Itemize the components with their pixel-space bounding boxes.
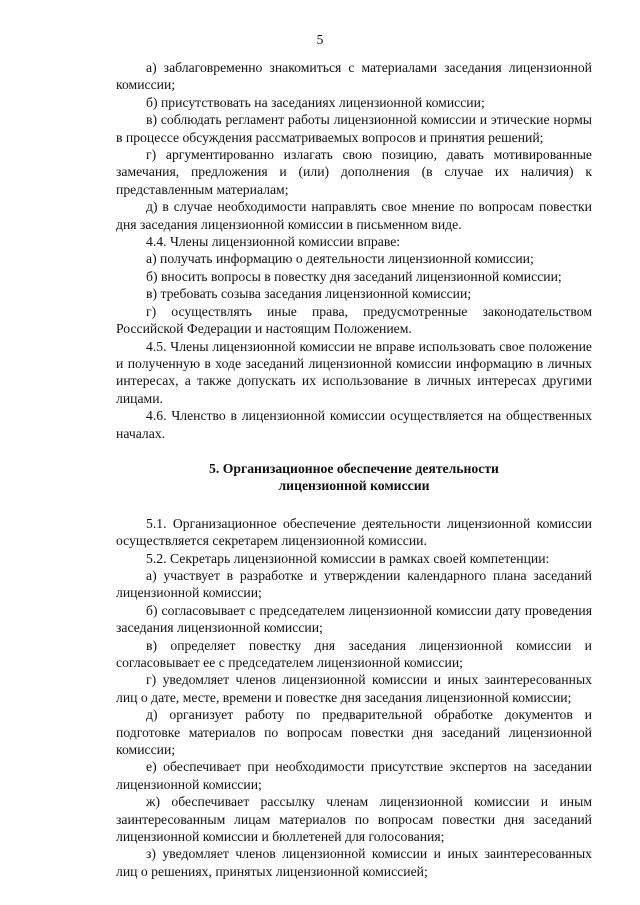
paragraph: б) присутствовать на заседаниях лицензионной комиссии; <box>146 94 485 110</box>
paragraph: г) осуществлять иные права, предусмотренные законодательством Российской Федерации и настоящим Положением. <box>116 303 592 337</box>
paragraph: 4.6. Членство в лицензионной комиссии осуществляется на общественных началах. <box>116 408 592 441</box>
paragraph: д) в случае необходимости направлять свое мнение по вопросам повестки дня заседания лицензионной комиссии в письменном виде. <box>116 199 592 232</box>
paragraph: а) получать информацию о деятельности лицензионной комиссии; <box>146 251 534 267</box>
document-body <box>116 59 592 880</box>
paragraph: в) соблюдать регламент работы лицензионной комиссии и этические нормы в процессе обсуждения рассматриваемых вопросов и принятия решений; <box>116 112 592 145</box>
section-heading-line: 5. Организационное обеспечение деятельности <box>209 460 499 476</box>
paragraph: 4.5. Члены лицензионной комиссии не вправе использовать свое положение и полученную в ходе заседаний лицензионной комиссии информацию в личных интересах, а также допускать их использование в личных интересах другими лицами. <box>116 338 592 406</box>
paragraph: з) уведомляет членов лицензионной комиссии и иных заинтересованных лиц о решениях, принятых лицензионной комиссией; <box>116 846 592 879</box>
paragraph: б) вносить вопросы в повестку дня заседаний лицензионной комиссии; <box>146 268 562 284</box>
paragraph: б) согласовывает с председателем лицензионной комиссии дату проведения заседания лицензионной комиссии; <box>116 602 592 636</box>
paragraph: г) аргументированно излагать свою позицию, давать мотивированные замечания, предложения и (или) дополнения (в случае их наличия) к представленным материалам; <box>116 147 592 197</box>
paragraph: ж) обеспечивает рассылку членам лицензионной комиссии и иным заинтересованным лицам материалов по вопросам повестки дня заседаний лицензионной комиссии и бюллетеней для голосования; <box>116 794 592 845</box>
paragraph: а) участвует в разработке и утверждении календарного плана заседаний лицензионной комиссии; <box>116 567 592 601</box>
paragraph: 5.1. Организационное обеспечение деятельности лицензионной комиссии осуществляется секретарем лицензионной комиссии. <box>116 515 592 549</box>
paragraph: 4.4. Члены лицензионной комиссии вправе: <box>146 234 401 250</box>
section-heading <box>116 460 592 495</box>
paragraph: г) уведомляет членов лицензионной комиссии и иных заинтересованных лиц о дате, месте, времени и повестке дня заседания лицензионной комиссии; <box>116 672 592 705</box>
paragraph: в) требовать созыва заседания лицензионной комиссии; <box>146 286 472 302</box>
page-number: 5 <box>316 32 324 47</box>
paragraph: а) заблаговременно знакомиться с материалами заседания лицензионной комиссии; <box>116 60 592 93</box>
paragraph: д) организует работу по предварительной обработке документов и подготовке материалов по вопросам повестки дня заседаний лицензионной комиссии; <box>116 707 592 758</box>
paragraph: в) определяет повестку дня заседания лицензионной комиссии и согласовывает ее с председателем лицензионной комиссии; <box>116 637 592 670</box>
paragraph: е) обеспечивает при необходимости присутствие экспертов на заседании лицензионной комиссии; <box>116 759 592 792</box>
paragraph: 5.2. Секретарь лицензионной комиссии в рамках своей компетенции: <box>146 550 550 566</box>
section-heading-line: лицензионной комиссии <box>278 478 430 494</box>
